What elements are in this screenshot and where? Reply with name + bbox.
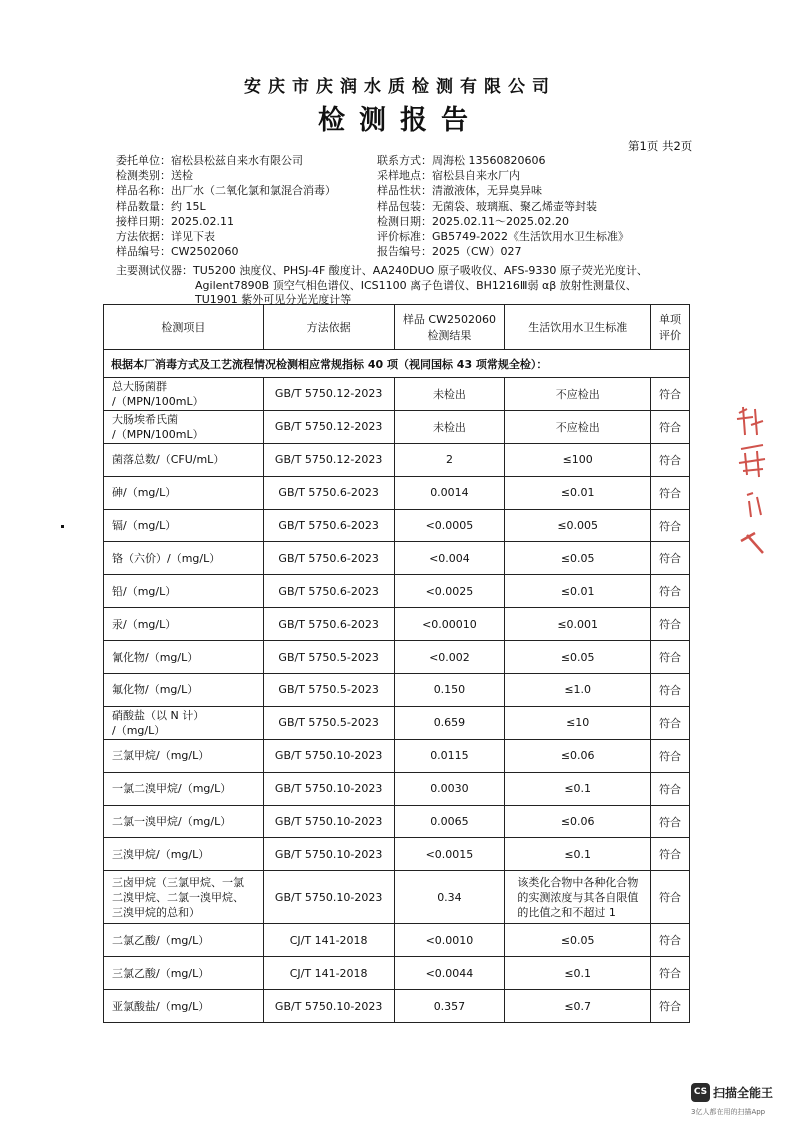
cell-result: 0.0030 [394,772,505,805]
cell-eval: 符合 [651,924,690,957]
cell-method: CJ/T 141-2018 [263,924,394,957]
table-row [104,542,690,575]
cell-standard: ≤0.7 [505,990,651,1023]
info-left: 样品数量：约 15L [116,199,206,213]
scanner-brand-tagline: 3亿人都在用的扫描App [691,1108,766,1116]
cell-standard: ≤0.01 [505,575,651,608]
table-row [104,924,690,957]
cell-result: 0.150 [394,674,505,707]
info-right: 检测日期：2025.02.11～2025.02.20 [377,214,569,228]
info-row [116,228,630,243]
table-row [104,443,690,476]
cell-item [104,706,264,739]
cell-standard: ≤100 [505,443,651,476]
cell-eval: 符合 [651,476,690,509]
cell-item: 镉/（mg/L） [104,509,264,542]
cell-item: 氰化物/（mg/L） [104,641,264,674]
cell-standard: ≤0.05 [505,641,651,674]
report-title: 检测报告 [318,105,482,136]
table-row [104,805,690,838]
info-row [116,152,546,167]
header-result-line: 样品 CW2502060 [402,313,496,326]
cell-item: 三氯甲烷/（mg/L） [104,739,264,772]
header-item: 检测项目 [104,305,264,350]
instruments-line: Agilent7890B 顶空气相色谱仪、ICS1100 离子色谱仪、BH1216Ⅲ弱 αβ 放射性测量仪、 [195,278,637,292]
cell-result: 0.0065 [394,805,505,838]
cell-item: 菌落总数/（CFU/mL） [104,443,264,476]
cell-method: GB/T 5750.12-2023 [263,378,394,411]
cell-item [104,378,264,411]
cell-item: 三氯乙酸/（mg/L） [104,957,264,990]
table-row [104,608,690,641]
cell-result: 0.0014 [394,476,505,509]
cell-item: 汞/（mg/L） [104,608,264,641]
cell-result: 0.0115 [394,739,505,772]
table-row [104,990,690,1023]
cell-result: 0.659 [394,706,505,739]
cell-method: CJ/T 141-2018 [263,957,394,990]
cell-standard: ≤0.1 [505,772,651,805]
info-row [116,167,520,183]
cell-method: GB/T 5750.6-2023 [263,575,394,608]
instruments-line: 主要测试仪器：TU5200 浊度仪、PHSJ-4F 酸度计、AA240DUO 原子吸收仪、AFS-9330 原子荧光光度计、 [116,264,648,277]
table-row [104,509,690,542]
cell-standard: ≤1.0 [505,674,651,707]
cell-item-line: /（MPN/100mL） [112,394,204,408]
cell-result: <0.0025 [394,575,505,608]
info-left: 接样日期：2025.02.11 [116,214,234,228]
cell-item: 砷/（mg/L） [104,476,264,509]
table-row [104,957,690,990]
cell-method: GB/T 5750.10-2023 [263,805,394,838]
cell-result: <0.002 [394,641,505,674]
cell-standard-line: 该类化合物中各种化合物 [517,875,639,889]
cell-result: 2 [394,443,505,476]
cell-item [104,410,264,443]
header-eval-line: 单项 [659,313,682,326]
cell-method: GB/T 5750.6-2023 [263,509,394,542]
cell-item: 二氯一溴甲烷/（mg/L） [104,805,264,838]
cell-method: GB/T 5750.12-2023 [263,443,394,476]
table-row [104,739,690,772]
cell-eval: 符合 [651,674,690,707]
instruments-line: TU1901 紫外可见分光光度计等 [195,293,352,306]
cell-item-line: 三溴甲烷的总和） [112,905,200,919]
info-row [116,198,597,213]
cell-method: GB/T 5750.10-2023 [263,772,394,805]
company-name: 安庆市庆润水质检测有限公司 [244,77,556,97]
cell-result: 0.34 [394,871,505,924]
info-left: 检测类别：送检 [116,169,193,183]
instruments-block [116,262,676,306]
table-row [104,706,690,739]
cell-item-line: 总大肠菌群 [112,379,167,393]
cell-eval: 符合 [651,772,690,805]
header-eval [651,305,690,350]
cell-eval: 符合 [651,509,690,542]
cell-item: 二氯乙酸/（mg/L） [104,924,264,957]
cell-standard: ≤0.001 [505,608,651,641]
cell-result: <0.00010 [394,608,505,641]
cell-standard: ≤0.01 [505,476,651,509]
cell-method: GB/T 5750.10-2023 [263,871,394,924]
info-right: 报告编号：2025（CW）027 [377,245,522,259]
info-right: 联系方式：周海松 13560820606 [377,154,546,167]
cell-item-line: 二溴甲烷、二氯一溴甲烷、 [112,890,244,904]
table-row [104,410,690,443]
cell-result: <0.0005 [394,509,505,542]
cell-standard: ≤0.05 [505,924,651,957]
info-row [116,182,542,198]
cell-standard: ≤0.05 [505,542,651,575]
cell-result: <0.004 [394,542,505,575]
cell-method: GB/T 5750.5-2023 [263,706,394,739]
cell-method: GB/T 5750.6-2023 [263,608,394,641]
cell-item: 三溴甲烷/（mg/L） [104,838,264,871]
cell-eval: 符合 [651,805,690,838]
cell-standard: 不应检出 [505,410,651,443]
cell-result: <0.0015 [394,838,505,871]
cell-eval: 符合 [651,575,690,608]
cell-result: 0.357 [394,990,505,1023]
info-left: 样品编号：CW2502060 [116,245,239,259]
cell-method: GB/T 5750.5-2023 [263,674,394,707]
cell-method: GB/T 5750.6-2023 [263,476,394,509]
cell-method: GB/T 5750.10-2023 [263,739,394,772]
info-left: 样品名称：出厂水（二氧化氯和氯混合消毒） [116,184,336,198]
cell-item: 铅/（mg/L） [104,575,264,608]
table-row [104,674,690,707]
table-row [104,871,690,924]
table-row [104,476,690,509]
header-eval-line: 评价 [659,329,682,342]
cell-method: GB/T 5750.6-2023 [263,542,394,575]
scanner-logo-icon: CS [691,1083,710,1102]
cell-result: 未检出 [394,410,505,443]
cell-item: 一氯二溴甲烷/（mg/L） [104,772,264,805]
table-row [104,772,690,805]
cell-method: GB/T 5750.12-2023 [263,410,394,443]
cell-eval: 符合 [651,608,690,641]
cell-eval: 符合 [651,990,690,1023]
cell-eval: 符合 [651,641,690,674]
info-row [116,213,569,228]
cell-item [104,871,264,924]
scanner-watermark [691,1083,795,1127]
cell-standard: ≤0.005 [505,509,651,542]
table-row [104,838,690,871]
info-right: 样品包装：无菌袋、玻璃瓶、聚乙烯壶等封装 [377,199,597,213]
cell-method: GB/T 5750.10-2023 [263,990,394,1023]
cell-eval: 符合 [651,542,690,575]
cell-item-line: /（MPN/100mL） [112,427,204,441]
header-result [394,305,505,350]
cell-eval: 符合 [651,957,690,990]
page-info: 第1页 共2页 [628,139,693,153]
cell-standard [505,871,651,924]
cell-method: GB/T 5750.5-2023 [263,641,394,674]
cell-standard: ≤0.1 [505,957,651,990]
info-left: 委托单位：宿松县松兹自来水有限公司 [116,154,303,167]
cell-standard: ≤0.1 [505,838,651,871]
section-note: 根据本厂消毒方式及工艺流程情况检测相应常规指标 40 项（视同国标 43 项常规全检）： [104,350,690,378]
cell-eval: 符合 [651,410,690,443]
table-row [104,641,690,674]
cell-eval: 符合 [651,378,690,411]
cell-result: <0.0010 [394,924,505,957]
cell-eval: 符合 [651,706,690,739]
cell-eval: 符合 [651,739,690,772]
cell-eval: 符合 [651,838,690,871]
scanner-brand-name: 扫描全能王 [713,1086,774,1100]
header-result-line: 检测结果 [427,329,472,342]
results-table [103,304,690,1023]
table-row [104,575,690,608]
cell-standard-line: 的实测浓度与其各自限值 [517,890,639,904]
stamp-mark [733,405,773,555]
scan-dot [61,525,64,528]
cell-standard: ≤10 [505,706,651,739]
cell-standard: 不应检出 [505,378,651,411]
cell-item-line: 三卤甲烷（三氯甲烷、一氯 [112,875,244,889]
header-method: 方法依据 [263,305,394,350]
cell-item: 铬（六价）/（mg/L） [104,542,264,575]
cell-result: <0.0044 [394,957,505,990]
cell-standard-line: 的比值之和不超过 1 [517,905,616,919]
table-row [104,378,690,411]
cell-item: 氟化物/（mg/L） [104,674,264,707]
info-row [116,243,522,259]
info-right: 采样地点：宿松县自来水厂内 [377,169,520,183]
cell-result: 未检出 [394,378,505,411]
cell-item-line: 大肠埃希氏菌 [112,412,178,426]
info-right: 样品性状：清澈液体，无异臭异味 [377,184,542,198]
cell-item-line: /（mg/L） [112,723,166,737]
info-left: 方法依据：详见下表 [116,230,215,243]
cell-eval: 符合 [651,443,690,476]
cell-standard: ≤0.06 [505,805,651,838]
cell-eval: 符合 [651,871,690,924]
cell-item-line: 硝酸盐（以 N 计） [112,708,205,722]
header-standard: 生活饮用水卫生标准 [505,305,651,350]
info-right: 评价标准：GB5749-2022《生活饮用水卫生标准》 [377,230,630,243]
cell-item: 亚氯酸盐/（mg/L） [104,990,264,1023]
cell-method: GB/T 5750.10-2023 [263,838,394,871]
cell-standard: ≤0.06 [505,739,651,772]
